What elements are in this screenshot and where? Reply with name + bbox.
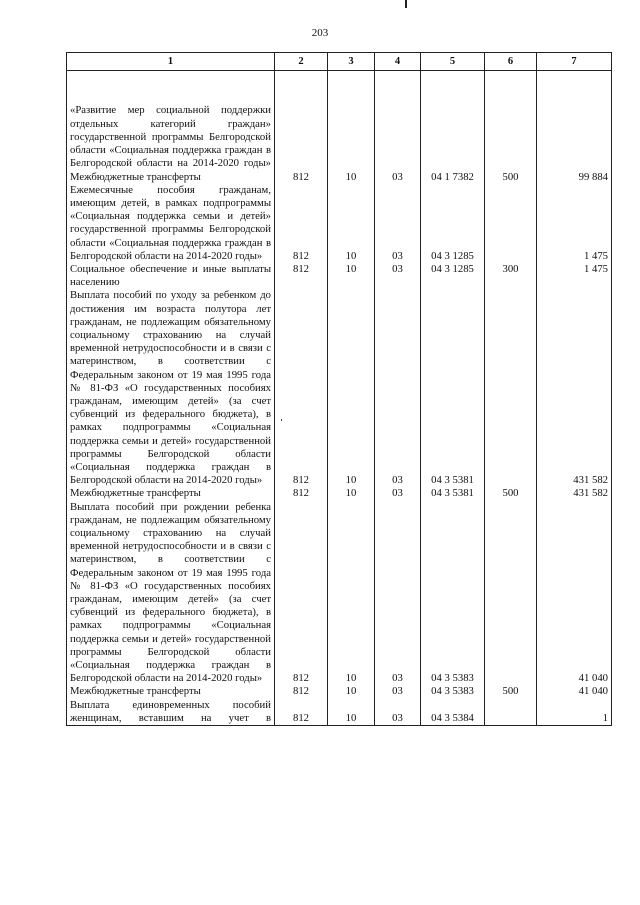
admin-code: 812 [275,685,328,698]
row-name: Социальное обеспечение и иные выплаты населению [67,263,275,289]
column-header: 5 [421,53,485,71]
target-code: 04 3 5381 [421,289,485,487]
admin-code: 812 [275,263,328,289]
column-header: 3 [328,53,375,71]
amount: 1 475 [537,184,612,263]
amount: 1 [537,699,612,726]
subsection-code: 03 [375,289,421,487]
subsection-code: 03 [375,171,421,184]
table-row [67,699,612,726]
expense-type-code: 500 [485,487,537,500]
column-header: 2 [275,53,328,71]
admin-code: 812 [275,289,328,487]
page-number: 203 [311,27,329,39]
header-row [67,53,612,71]
amount: 41 040 [537,685,612,698]
expense-type-code [485,184,537,263]
section-code: 10 [328,171,375,184]
row-name: Выплата пособий при рождении ребенка гражданам, не подлежащим обязательному социальному страхованию на случай временной нетрудоспособности и в связи с материнством, в соответствии с Федеральным законом от 19 мая 1995 года № 81-ФЗ «О государственных пособиях гражданам, имеющим детей» (за счет субвенций из федерального бюджета), в рамках подпрограммы «Социальная поддержка семьи и детей» государственной программы Белгородской области «Социальная поддержка граждан в Белгородской области на 2014-2020 годы» [67,501,275,686]
subsection-code: 03 [375,184,421,263]
section-code: 10 [328,487,375,500]
column-header: 4 [375,53,421,71]
subsection-code: 03 [375,263,421,289]
section-code: 10 [328,685,375,698]
budget-table [66,52,612,726]
table-row [67,71,612,171]
table-row [67,289,612,487]
target-code: 04 3 5381 [421,487,485,500]
table-row [67,685,612,698]
expense-type-code [485,289,537,487]
subsection-code: 03 [375,501,421,686]
row-name: Выплата единовременных пособий женщинам, вставшим на учет в [67,699,275,726]
section-code: 10 [328,184,375,263]
section-code: 10 [328,263,375,289]
amount: 99 884 [537,171,612,184]
admin-code: 812 [275,501,328,686]
column-header: 6 [485,53,537,71]
scan-mark [405,0,407,8]
admin-code [275,71,328,171]
target-code: 04 3 5384 [421,699,485,726]
row-name: Межбюджетные трансферты [67,171,275,184]
amount: 41 040 [537,501,612,686]
target-code: 04 1 7382 [421,171,485,184]
expense-type-code: 500 [485,171,537,184]
table-row [67,501,612,686]
expense-type-code: 300 [485,263,537,289]
table-row [67,487,612,500]
table-row [67,263,612,289]
row-name: Выплата пособий по уходу за ребенком до достижения им возраста полутора лет гражданам, не подлежащим обязательному социальному страхованию на случай временной нетрудоспособности и в связи с материнством, в соответствии с Федеральным законом от 19 мая 1995 года № 81-ФЗ «О государственных пособиях гражданам, имеющим детей» (за счет субвенций из федерального бюджета), в рамках подпрограммы «Социальная поддержка семьи и детей» государственной программы Белгородской области «Социальная поддержка граждан в Белгородской области на 2014-2020 годы» [67,289,275,487]
amount: 431 582 [537,487,612,500]
target-code: 04 3 5383 [421,685,485,698]
expense-type-code [485,699,537,726]
amount: 431 582 [537,289,612,487]
section-code: 10 [328,501,375,686]
admin-code: 812 [275,171,328,184]
expense-type-code: 500 [485,685,537,698]
admin-code: 812 [275,184,328,263]
amount: 1 475 [537,263,612,289]
row-name: «Развитие мер социальной поддержки отдельных категорий граждан» государственной программы Белгородской области «Социальная поддержка граждан в Белгородской области на 2014-2020 годы» [67,71,275,171]
admin-code: 812 [275,487,328,500]
row-name: Межбюджетные трансферты [67,487,275,500]
subsection-code: 03 [375,685,421,698]
section-code: 10 [328,699,375,726]
target-code: 04 3 1285 [421,263,485,289]
subsection-code: 03 [375,487,421,500]
admin-code: 812 [275,699,328,726]
expense-type-code [485,71,537,171]
column-header: 1 [67,53,275,71]
table-row [67,171,612,184]
subsection-code: 03 [375,699,421,726]
row-name: Межбюджетные трансферты [67,685,275,698]
row-name: Ежемесячные пособия гражданам, имеющим детей, в рамках подпрограммы «Социальная поддержка семьи и детей» государственной программы Белгородской области «Социальная поддержка граждан в Белгородской области на 2014-2020 годы» [67,184,275,263]
section-code [328,71,375,171]
amount [537,71,612,171]
target-code: 04 3 5383 [421,501,485,686]
scan-speck [281,419,282,421]
table-row [67,184,612,263]
target-code [421,71,485,171]
column-header: 7 [537,53,612,71]
expense-type-code [485,501,537,686]
section-code: 10 [328,289,375,487]
target-code: 04 3 1285 [421,184,485,263]
subsection-code [375,71,421,171]
